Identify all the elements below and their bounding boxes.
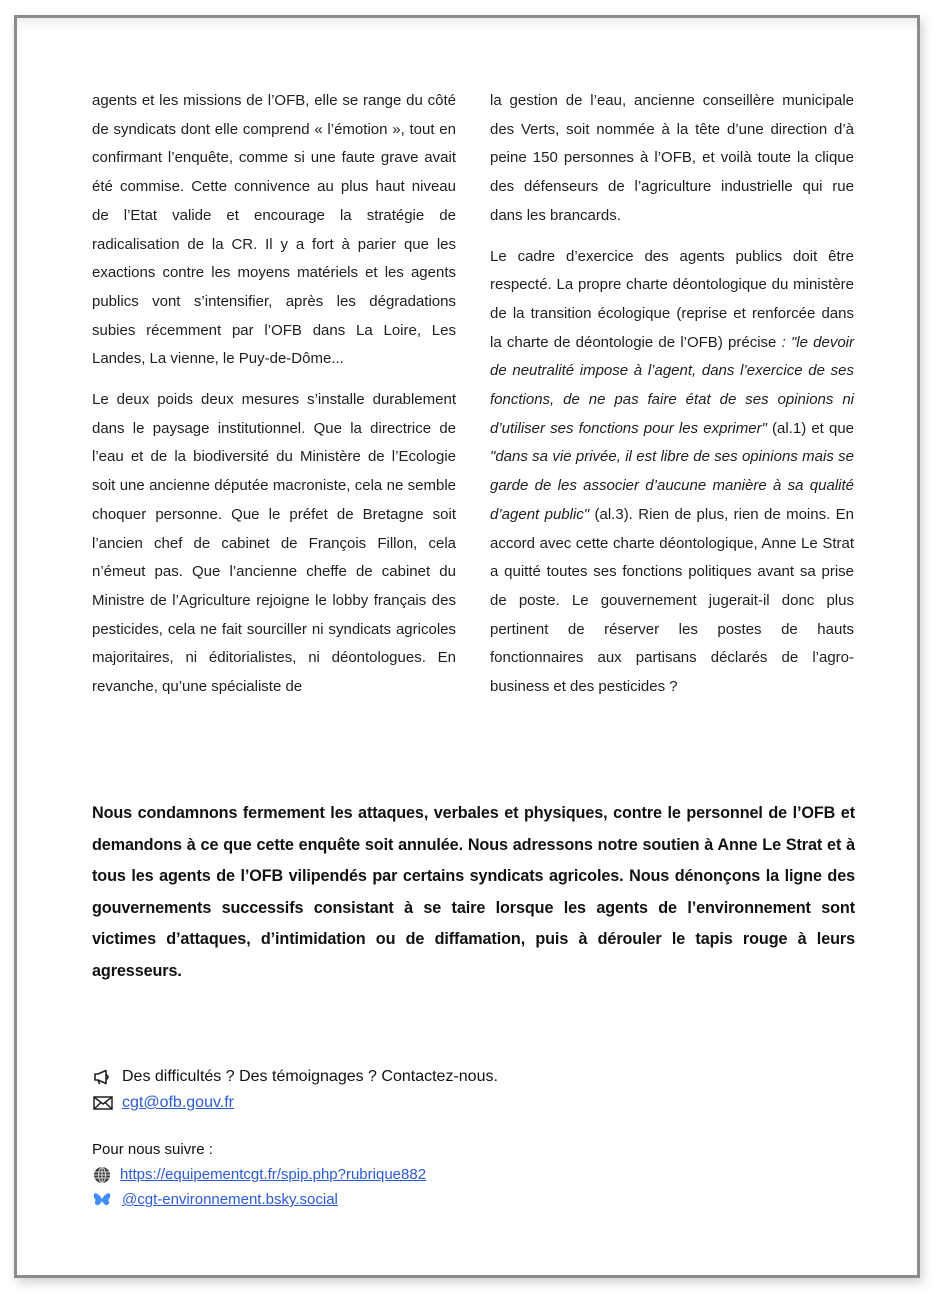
left-column xyxy=(92,87,456,702)
bluesky-row xyxy=(92,1187,426,1212)
contact-callout-text: Des difficultés ? Des témoignages ? Contactez-nous. xyxy=(122,1068,498,1085)
paragraph-text: Le cadre d’exercice des agents publics doit être respecté. La propre charte déontologique du ministère de la transition écologique (reprise et renforcée dans la charte de déontologie de l’OFB) précise xyxy=(490,247,854,351)
globe-icon xyxy=(92,1165,112,1185)
left-paragraph-2 xyxy=(92,386,456,702)
charter-quote-2: "dans sa vie privée, il est libre de ses opinions mais se garde de les associer d’aucune manière à sa qualité d’agent public" xyxy=(490,448,854,523)
right-paragraph-2 xyxy=(490,243,854,702)
follow-block xyxy=(92,1137,426,1212)
paragraph-text: agents et les missions de l’OFB, elle se range du côté de syndicats dont elle comprend « l’émotion », tout en confirmant l’enquête, comme si une faute grave avait été commise. Cette connivence au plus haut niveau de l’Etat valide et encourage la stratégie de radicalisation de la CR. Il y a fort à parier que les exactions contre les moyens matériels et les agents publics vont s’intensifier, après les dégradations subies récemment par l’OFB dans La Loire, Les Landes, La vienne, le Puy-de-Dôme... xyxy=(92,92,456,368)
contact-callout xyxy=(92,1064,498,1090)
megaphone-icon xyxy=(92,1067,114,1087)
bluesky-link[interactable]: @cgt-environnement.bsky.social xyxy=(122,1191,338,1208)
paragraph-text: Le deux poids deux mesures s’installe durablement dans le paysage institutionnel. Que la directrice de l’eau et de la biodiversité du Ministère de l’Ecologie soit une ancienne députée macroniste, cela ne semble choquer personne. Que le préfet de Bretagne soit l’ancien chef de cabinet de François Fillon, cela n’émeut pas. Que l’ancienne cheffe de cabinet du Ministre de l’Agriculture rejoigne le lobby français des pesticides, cela ne fait sourciller ni syndicats agricoles majoritaires, ni éditorialistes, ni déontologues. En revanche, qu’une spécialiste de xyxy=(92,391,456,696)
left-paragraph-1 xyxy=(92,87,456,374)
envelope-icon xyxy=(92,1093,114,1113)
right-column xyxy=(490,87,854,702)
website-link[interactable]: https://equipementcgt.fr/spip.php?rubrique882 xyxy=(120,1166,427,1183)
follow-label: Pour nous suivre : xyxy=(92,1141,213,1158)
contact-block xyxy=(92,1064,498,1116)
paragraph-text: (al.1) et que xyxy=(766,419,854,437)
email-link[interactable]: cgt@ofb.gouv.fr xyxy=(122,1094,234,1111)
paragraph-text: (al.3). Rien de plus, rien de moins. En accord avec cette charte déontologique, Anne Le Strat a quitté toutes ses fonctions politiques avant sa prise de poste. Le gouvernement jugerait-il donc plus pertinent de réserver les postes de hauts fonctionnaires aux partisans déclarés de l’agro-business et des pesticides ? xyxy=(490,505,854,696)
butterfly-icon xyxy=(92,1190,112,1210)
website-row xyxy=(92,1162,426,1187)
contact-email-row xyxy=(92,1090,498,1116)
paragraph-text: la gestion de l’eau, ancienne conseillère municipale des Verts, soit nommée à la tête d’une direction d’à peine 150 personnes à l’OFB, et voilà toute la clique des défenseurs de l’agriculture industrielle qui rue dans les brancards. xyxy=(490,92,854,224)
bold-statement: Nous condamnons fermement les attaques, verbales et physiques, contre le personnel de l’OFB et demandons à ce que cette enquête soit annulée. Nous adressons notre soutien à Anne Le Strat et à tous les agents de l’OFB vilipendés par certains syndicats agricoles. Nous dénonçons la ligne des gouvernements successifs consistant à se taire lorsque les agents de l’environnement sont victimes d’attaques, d’intimidation ou de diffamation, puis à dérouler le tapis rouge à leurs agresseurs. xyxy=(92,804,855,980)
charter-quote-1: : "le devoir de neutralité impose à l’agent, dans l’exercice de ses fonctions, de ne pas faire état de ses opinions ni d’utiliser ses fonctions pour les exprimer" xyxy=(490,333,855,437)
right-paragraph-1 xyxy=(490,87,854,231)
follow-label-row xyxy=(92,1137,426,1162)
